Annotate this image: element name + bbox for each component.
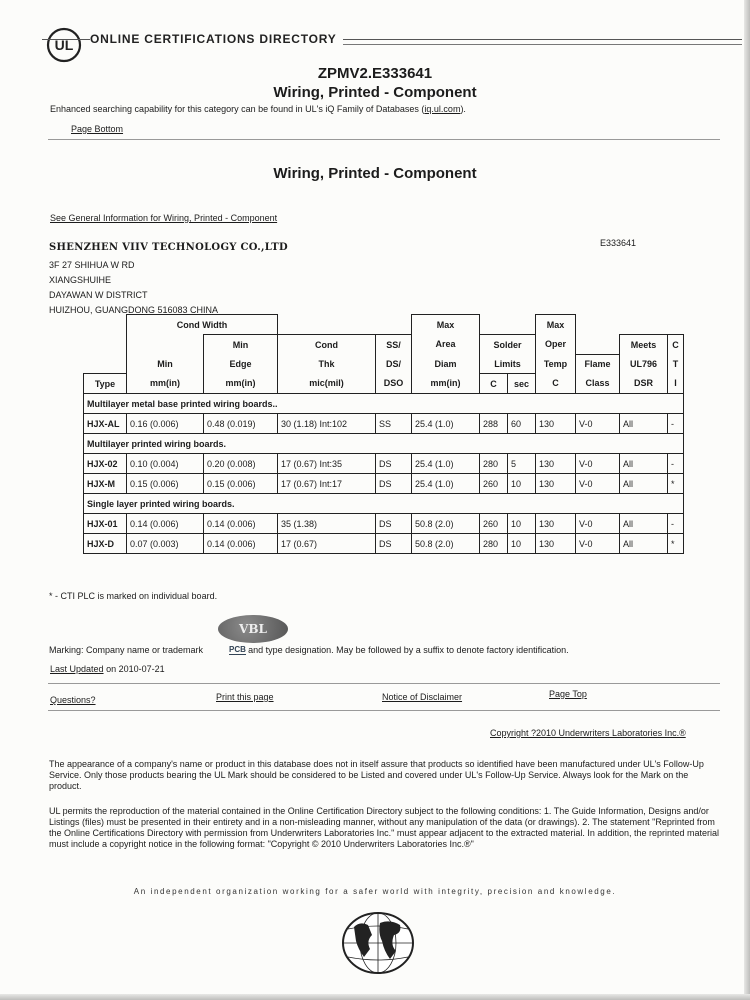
- address-line: 3F 27 SHIHUA W RD: [49, 260, 135, 270]
- cell-dsr: All: [620, 534, 668, 554]
- ul-logo: [46, 27, 82, 63]
- cell-solder-sec: 10: [508, 514, 536, 534]
- table-row: [84, 534, 684, 554]
- file-number: E333641: [600, 238, 637, 248]
- cell-cti: -: [668, 414, 684, 434]
- col-header-flame: Flame: [576, 354, 620, 374]
- disclaimer-link[interactable]: Notice of Disclaimer: [382, 692, 463, 702]
- col-header-c-unit: C: [480, 374, 508, 394]
- cell-flame: V-0: [576, 454, 620, 474]
- category-code: ZPMV2.E333641: [317, 65, 433, 82]
- last-updated-date: on 2010-07-21: [106, 664, 165, 674]
- questions-link[interactable]: Questions?: [50, 695, 96, 705]
- marking-text: [49, 645, 569, 655]
- col-header-min: Min: [204, 335, 278, 355]
- enhanced-search-note: [50, 104, 466, 114]
- group-label: Single layer printed wiring boards.: [84, 494, 684, 514]
- col-header-max: Max: [412, 315, 480, 335]
- header-row: [84, 315, 684, 335]
- col-header-i: I: [668, 374, 684, 394]
- vbl-logo: [218, 615, 288, 643]
- reproduction-paragraph: UL permits the reproduction of the material contained in the Online Certification Directory subject to the following conditions: 1. The Guide Information, Designs and/or Listings (files) must be presented in their entirety and in a non-misleading manner, without any manipulation of the data (or drawings). 2. The statement "Reprinted from the Online Certifications Directory with permission from Underwriters Laboratories Inc." must appear adjacent to the extracted material. In addition, the reprinted material must include a copyright notice in the following format: "Copyright © 2010 Underwriters Laboratories Inc.®": [49, 806, 719, 849]
- address-line: XIANGSHUIHE: [49, 275, 112, 285]
- cell-flame: V-0: [576, 414, 620, 434]
- cell-solder-sec: 10: [508, 474, 536, 494]
- print-page-link[interactable]: Print this page: [216, 692, 274, 702]
- cell-solder-c: 260: [480, 514, 508, 534]
- scan-edge-right: [744, 0, 750, 1000]
- cell-dsr: All: [620, 474, 668, 494]
- cell-flame: V-0: [576, 474, 620, 494]
- col-header-max: Max: [536, 315, 576, 335]
- enhanced-suffix: ).: [460, 104, 466, 114]
- header-rule-2: [330, 44, 742, 45]
- vbl-logo-text: VBL: [239, 622, 267, 636]
- cell-area: 25.4 (1.0): [412, 454, 480, 474]
- cell-solder-sec: 60: [508, 414, 536, 434]
- cell-area: 25.4 (1.0): [412, 474, 480, 494]
- last-updated-link[interactable]: Last Updated: [50, 664, 104, 674]
- col-header-class: Class: [576, 374, 620, 394]
- cell-sds: DS: [376, 474, 412, 494]
- header-row: [84, 335, 684, 355]
- group-row: [84, 434, 684, 454]
- globe-icon: [340, 905, 416, 981]
- cell-solder-c: 280: [480, 454, 508, 474]
- specification-table: [83, 314, 684, 554]
- cell-min: 0.10 (0.004): [127, 454, 204, 474]
- cell-sds: DS: [376, 534, 412, 554]
- table-row: [84, 454, 684, 474]
- cell-type: HJX-M: [84, 474, 127, 494]
- col-header-unit: mm(in): [412, 374, 480, 394]
- cell-type: HJX-D: [84, 534, 127, 554]
- col-header-ul796: UL796: [620, 354, 668, 374]
- col-header-t: T: [668, 354, 684, 374]
- cell-dsr: All: [620, 454, 668, 474]
- cell-cti: -: [668, 454, 684, 474]
- cell-flame: V-0: [576, 514, 620, 534]
- address-line: HUIZHOU, GUANGDONG 516083 CHINA: [49, 305, 219, 315]
- cell-min: 0.07 (0.003): [127, 534, 204, 554]
- col-header-ss: SS/: [376, 335, 412, 355]
- disclaimer-paragraph: The appearance of a company's name or product in this database does not in itself assure that products so identified have been manufactured under UL's Follow-Up Service. Only those products bearing the UL Mark should be considered to be Listed and covered under UL's Follow-Up Service. Always look for the Mark on the product.: [49, 759, 704, 791]
- cell-temp: 130: [536, 414, 576, 434]
- col-header-edge: Edge: [204, 354, 278, 374]
- col-header-c-unit: C: [536, 374, 576, 394]
- col-header-diam: Diam: [412, 354, 480, 374]
- table-row: [84, 414, 684, 434]
- cell-sds: DS: [376, 454, 412, 474]
- cell-temp: 130: [536, 514, 576, 534]
- cell-thk: 35 (1.38): [278, 514, 376, 534]
- cell-dsr: All: [620, 414, 668, 434]
- page-bottom-link[interactable]: Page Bottom: [71, 124, 124, 134]
- section-title: Wiring, Printed - Component: [273, 165, 477, 182]
- scan-edge-bottom: [0, 994, 750, 1000]
- last-updated: [50, 664, 165, 674]
- col-header-thk: Thk: [278, 354, 376, 374]
- cell-min: 0.16 (0.006): [127, 414, 204, 434]
- col-header-dsr: DSR: [620, 374, 668, 394]
- cell-sds: SS: [376, 414, 412, 434]
- col-header-sec: sec: [508, 374, 536, 394]
- cell-thk: 17 (0.67) Int:35: [278, 454, 376, 474]
- iq-link[interactable]: iq.ul.com: [424, 104, 461, 114]
- col-header-cond-width: Cond Width: [127, 315, 278, 335]
- col-header-cond: Cond: [278, 335, 376, 355]
- cell-type: HJX-AL: [84, 414, 127, 434]
- col-header-oper: Oper: [536, 335, 576, 355]
- cell-area: 50.8 (2.0): [412, 514, 480, 534]
- col-header-ds: DS/: [376, 354, 412, 374]
- pcb-logo-sub: PCB: [229, 645, 246, 654]
- cell-solder-c: 288: [480, 414, 508, 434]
- col-header-unit: mm(in): [204, 374, 278, 394]
- copyright-link[interactable]: Copyright ?2010 Underwriters Laboratories Inc.®: [490, 728, 686, 738]
- cell-min: 0.14 (0.006): [127, 514, 204, 534]
- cell-cti: *: [668, 474, 684, 494]
- address-line: DAYAWAN W DISTRICT: [49, 290, 148, 300]
- cell-thk: 17 (0.67) Int:17: [278, 474, 376, 494]
- divider-footer-2: [48, 710, 720, 711]
- cell-thk: 17 (0.67): [278, 534, 376, 554]
- table-row: [84, 474, 684, 494]
- cell-temp: 130: [536, 474, 576, 494]
- tagline: An independent organization working for a safer world with integrity, precision and knowledge.: [133, 887, 617, 896]
- col-header-dso: DSO: [376, 374, 412, 394]
- group-row: [84, 394, 684, 414]
- cell-flame: V-0: [576, 534, 620, 554]
- marking-prefix: Marking: Company name or trademark: [49, 645, 204, 655]
- group-label: Multilayer metal base printed wiring boards..: [84, 394, 684, 414]
- directory-title: ONLINE CERTIFICATIONS DIRECTORY: [90, 32, 343, 46]
- col-header-min: Min: [127, 354, 204, 374]
- general-info-link[interactable]: See General Information for Wiring, Printed - Component: [50, 213, 278, 223]
- group-row: [84, 494, 684, 514]
- group-label: Multilayer printed wiring boards.: [84, 434, 684, 454]
- col-header-unit: mm(in): [127, 374, 204, 394]
- cell-temp: 130: [536, 454, 576, 474]
- cell-type: HJX-01: [84, 514, 127, 534]
- cell-edge: 0.48 (0.019): [204, 414, 278, 434]
- divider-footer: [48, 683, 720, 684]
- cell-dsr: All: [620, 514, 668, 534]
- col-header-area: Area: [412, 335, 480, 355]
- cell-edge: 0.14 (0.006): [204, 514, 278, 534]
- cell-cti: -: [668, 514, 684, 534]
- cell-thk: 30 (1.18) Int:102: [278, 414, 376, 434]
- cell-edge: 0.15 (0.006): [204, 474, 278, 494]
- col-header-c: C: [668, 335, 684, 355]
- cell-area: 25.4 (1.0): [412, 414, 480, 434]
- company-name: SHENZHEN VIIV TECHNOLOGY CO.,LTD: [49, 242, 288, 253]
- col-header-meets: Meets: [620, 335, 668, 355]
- cell-edge: 0.14 (0.006): [204, 534, 278, 554]
- cell-solder-c: 260: [480, 474, 508, 494]
- cell-solder-sec: 10: [508, 534, 536, 554]
- enhanced-prefix: Enhanced searching capability for this category can be found in UL's iQ Family of Databases (: [50, 104, 425, 114]
- cell-type: HJX-02: [84, 454, 127, 474]
- table-row: [84, 514, 684, 534]
- col-header-type: Type: [84, 374, 127, 394]
- col-header-solder: Solder: [480, 335, 536, 355]
- cell-sds: DS: [376, 514, 412, 534]
- page-top-link[interactable]: Page Top: [549, 689, 587, 699]
- divider-top: [48, 139, 720, 140]
- cti-note: * - CTI PLC is marked on individual board.: [49, 591, 218, 601]
- cell-solder-c: 280: [480, 534, 508, 554]
- page-title: Wiring, Printed - Component: [273, 84, 477, 101]
- cell-solder-sec: 5: [508, 454, 536, 474]
- header-row: [84, 374, 684, 394]
- header-row: [84, 354, 684, 374]
- cell-area: 50.8 (2.0): [412, 534, 480, 554]
- marking-suffix: and type designation. May be followed by a suffix to denote factory identification.: [248, 645, 569, 655]
- cell-min: 0.15 (0.006): [127, 474, 204, 494]
- ul-logo-text: UL: [54, 37, 74, 53]
- col-header-temp: Temp: [536, 354, 576, 374]
- col-header-limits: Limits: [480, 354, 536, 374]
- col-header-unit: mic(mil): [278, 374, 376, 394]
- cell-edge: 0.20 (0.008): [204, 454, 278, 474]
- cell-temp: 130: [536, 534, 576, 554]
- cell-cti: *: [668, 534, 684, 554]
